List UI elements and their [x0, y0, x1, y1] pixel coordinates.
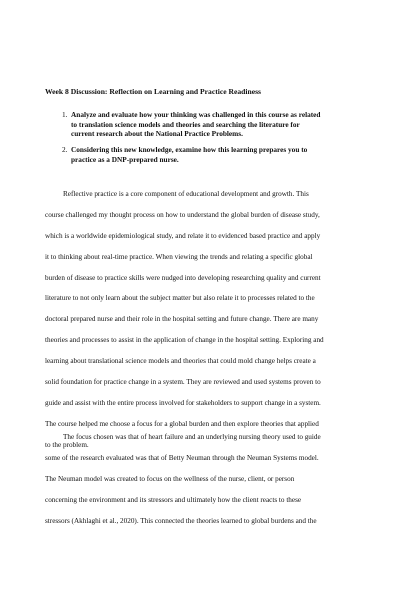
question-line: Analyze and evaluate how your thinking was challenged in this course as related: [71, 110, 321, 119]
paragraph-line: Reflective practice is a core component of educational development and growth. This: [63, 190, 309, 198]
body-paragraph-2: [45, 427, 365, 531]
paragraph-line: learning about translational science models and theories that could mold change helps create a: [45, 357, 316, 366]
paragraph-line: The Neuman model was created to focus on the wellness of the nurse, client, or person: [45, 474, 295, 483]
paragraph-line: burden of disease to practice skills were nudged into developing researching quality and current: [45, 273, 321, 282]
paragraph-line: literature to not only learn about the subject matter but also relate it to processes related to the: [45, 294, 315, 303]
question-line: practice as a DNP-prepared nurse.: [71, 154, 179, 164]
question-item-1: [62, 110, 352, 139]
paragraph-line: stressors (Akhlaghi et al., 2020). This connected the theories learned to global burdens and the: [45, 516, 317, 525]
body-paragraph-1: [45, 184, 365, 456]
paragraph-line: doctoral prepared nurse and their role in the hospital setting and future change. There are many: [45, 315, 319, 324]
paragraph-line: which is a worldwide epidemiological study, and relate it to evidenced based practice and apply: [45, 231, 321, 240]
question-number: 2.: [62, 145, 68, 154]
paragraph-line: to the problem.: [45, 440, 89, 449]
paragraph-line: course challenged my thought process on how to understand the global burden of disease study,: [45, 210, 320, 219]
paragraph-line: solid foundation for practice change in a system. They are reviewed and used systems proven to: [45, 378, 321, 387]
question-number: 1.: [62, 110, 68, 119]
question-line: current research about the National Practice Problems.: [71, 129, 243, 138]
paragraph-line: theories and processes to assist in the application of change in the hospital setting. Exploring and: [45, 336, 324, 345]
document-title: Week 8 Discussion: Reflection on Learning and Practice Readiness: [45, 87, 261, 96]
paragraph-line: guide and assist with the entire process involved for stakeholders to support change in a system.: [45, 398, 321, 407]
question-item-2: [62, 145, 352, 164]
paragraph-line: The course helped me choose a focus for a global burden and then explore theories that applied: [45, 419, 319, 428]
question-line: to translation science models and theories and searching the literature for: [71, 119, 300, 129]
paragraph-line: The focus chosen was that of heart failure and an underlying nursing theory used to guide: [63, 433, 321, 441]
paragraph-line: concerning the environment and its stressors and ultimately how the client reacts to these: [45, 495, 302, 504]
paragraph-line: it to thinking about real-time practice. When viewing the trends and relating a specific global: [45, 252, 313, 261]
question-line: Considering this new knowledge, examine how this learning prepares you to: [71, 145, 308, 154]
paragraph-line: some of the research evaluated was that of Betty Neuman through the Neuman Systems model.: [45, 453, 319, 462]
